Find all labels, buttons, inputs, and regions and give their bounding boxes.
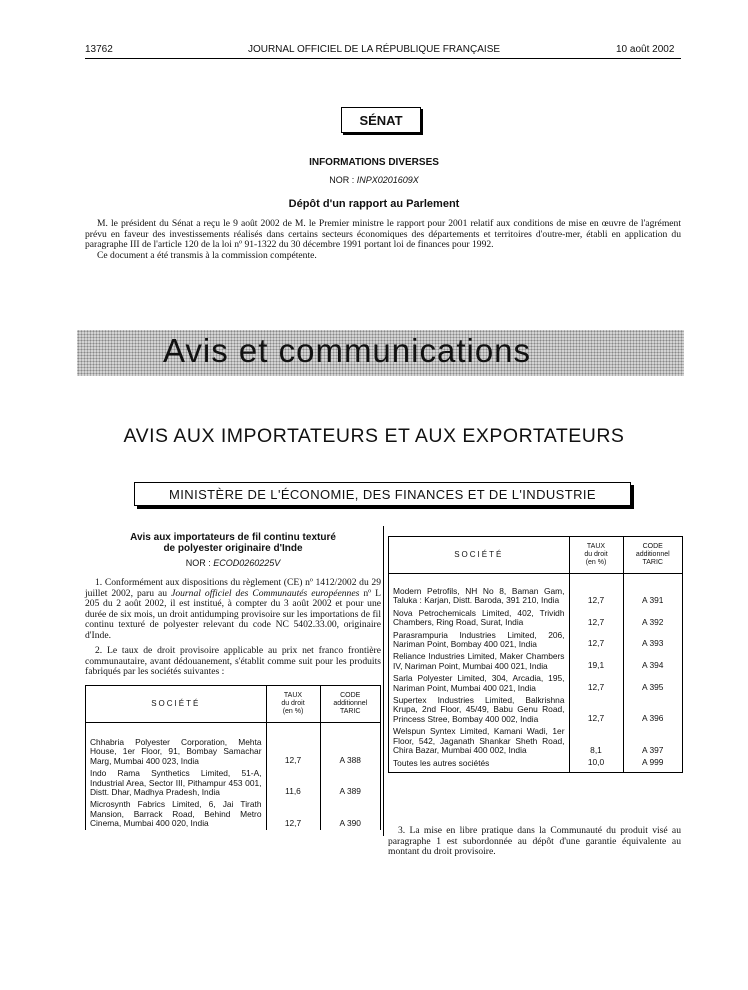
depot-rapport-title: Dépôt d'un rapport au Parlement bbox=[288, 198, 460, 210]
table-row: Toutes les autres sociétés 10,0 A 999 bbox=[389, 757, 682, 769]
header-code: CODE additionnel TARIC bbox=[320, 686, 380, 722]
table-row: Sarla Polyester Limited, 304, Arcadia, 195, Nariman Point, Mumbai 400 021, India 12,7 A 395 bbox=[389, 672, 682, 694]
senat-paragraph-2: Ce document a été transmis à la commission compétente. bbox=[97, 250, 317, 261]
header-rule bbox=[85, 58, 681, 59]
header-taux: TAUX du droit (en %) bbox=[266, 686, 320, 722]
table-row: Modern Petrofils, NH No 8, Baman Gam, Taluka : Karjan, Distt. Baroda, 391 210, India 12,7 A 391 bbox=[389, 585, 682, 607]
table-row: Indo Rama Synthetics Limited, 51-A, Industrial Area, Sector III, Pithampur 453 001, Distt. Dhar, Madhya Pradesh, India 11,6 A 389 bbox=[86, 767, 380, 798]
page-number: 13762 bbox=[85, 44, 113, 55]
avis-banner-text: Avis et communications bbox=[163, 332, 532, 369]
nor-code: ECOD0260225V bbox=[213, 558, 281, 568]
nor-code: INPX0201609X bbox=[356, 175, 419, 185]
article-title-line-1: Avis aux importateurs de fil continu texturé bbox=[130, 532, 336, 543]
table-row: Supertex Industries Limited, Balkrishna Krupa, 2nd Floor, 45/49, Babu Genu Road, Princess Stree, Bombay 400 002, India 12,7 A 396 bbox=[389, 694, 682, 725]
p1-text: 1. Conformément aux dispositions du règlement (CE) nº 1412/2002 du 29 juillet 2002, paru au bbox=[85, 577, 381, 599]
societe-table-left bbox=[85, 685, 381, 830]
importateurs-title: AVIS AUX IMPORTATEURS ET AUX EXPORTATEURS bbox=[123, 425, 625, 447]
article-title-line-2: de polyester originaire d'Inde bbox=[163, 543, 303, 554]
article-paragraph-1 bbox=[85, 578, 381, 642]
ministere-box: MINISTÈRE DE L'ÉCONOMIE, DES FINANCES ET DE L'INDUSTRIE bbox=[134, 482, 631, 506]
table-row: Reliance Industries Limited, Maker Chambers IV, Nariman Point, Mumbai 400 021, India 19,1 A 394 bbox=[389, 650, 682, 672]
table-row: Chhabria Polyester Corporation, Mehta House, 1er Floor, 91, Bombay Samachar Marg, Mumbai 400 023, India 12,7 A 388 bbox=[86, 736, 380, 767]
journal-title: JOURNAL OFFICIEL DE LA RÉPUBLIQUE FRANÇAISE bbox=[247, 44, 501, 55]
column-divider bbox=[383, 526, 384, 836]
table-row: Parasrampuria Industries Limited, 206, Nariman Point, Bombay 400 021, India 12,7 A 393 bbox=[389, 629, 682, 651]
article-paragraph-2: 2. Le taux de droit provisoire applicable au prix net franco frontière communautaire, avant dédouanement, s'établit comme suit pour les produits fabriqués par les sociétés suivantes : bbox=[85, 645, 381, 678]
issue-date: 10 août 2002 bbox=[616, 44, 675, 55]
header-societe: SOCIÉTÉ bbox=[454, 550, 504, 560]
article-nor bbox=[85, 558, 381, 568]
senat-box: SÉNAT bbox=[341, 107, 421, 133]
avis-banner bbox=[77, 330, 684, 376]
article-paragraph-3: 3. La mise en libre pratique dans la Communauté du produit visé au paragraphe 1 est subordonnée au dépôt d'une garantie équivalente au montant du droit provisoire. bbox=[388, 825, 681, 858]
header-code: CODE additionnel TARIC bbox=[623, 537, 682, 573]
senat-paragraph-1: M. le président du Sénat a reçu le 9 août 2002 de M. le Premier ministre le rapport pour 2001 relatif aux conditions de mise en œuvre de l'agrément prévu en faveur des investissements réalisés dans certains secteurs économiques des départements et territoires d'outre-mer, établi en application du paragraphe III de l'article 120 de la loi nº 91-1322 du 30 décembre 1991 portant loi de finances pour 1992. bbox=[85, 218, 681, 251]
table-row: Microsynth Fabrics Limited, 6, Jai Tirath Mansion, Barrack Road, Behind Metro Cinema, Mumbai 400 020, India 12,7 A 390 bbox=[86, 798, 380, 829]
table-row: Welspun Syntex Limited, Kamani Wadi, 1er Floor, 542, Jaganath Shankar Sheth Road, Chira Bazar, Mumbai 400 002, India 8,1 A 397 bbox=[389, 725, 682, 756]
societe-table-right bbox=[388, 536, 683, 773]
p1-journal-ref: Journal officiel des Communautés européennes bbox=[171, 587, 360, 599]
p1-text-end: nº L 205 du 2 août 2002, il est institué, à compter du 3 août 2002 et pour une durée de six mois, un droit antidumping provisoire sur les importations de fil continu texturé de polyester relevant du code NC 5402.33.00, originaire d'Inde. bbox=[85, 587, 381, 641]
header-taux: TAUX du droit (en %) bbox=[569, 537, 623, 573]
senat-nor bbox=[0, 175, 748, 185]
informations-diverses-title: INFORMATIONS DIVERSES bbox=[309, 157, 439, 168]
nor-label: NOR : bbox=[185, 558, 211, 568]
article-title bbox=[85, 532, 381, 554]
nor-label: NOR : bbox=[329, 175, 355, 185]
table-row: Nova Petrochemicals Limited, 402, Trividh Chambers, Ring Road, Surat, India 12,7 A 392 bbox=[389, 607, 682, 629]
header-societe: SOCIÉTÉ bbox=[151, 699, 201, 709]
